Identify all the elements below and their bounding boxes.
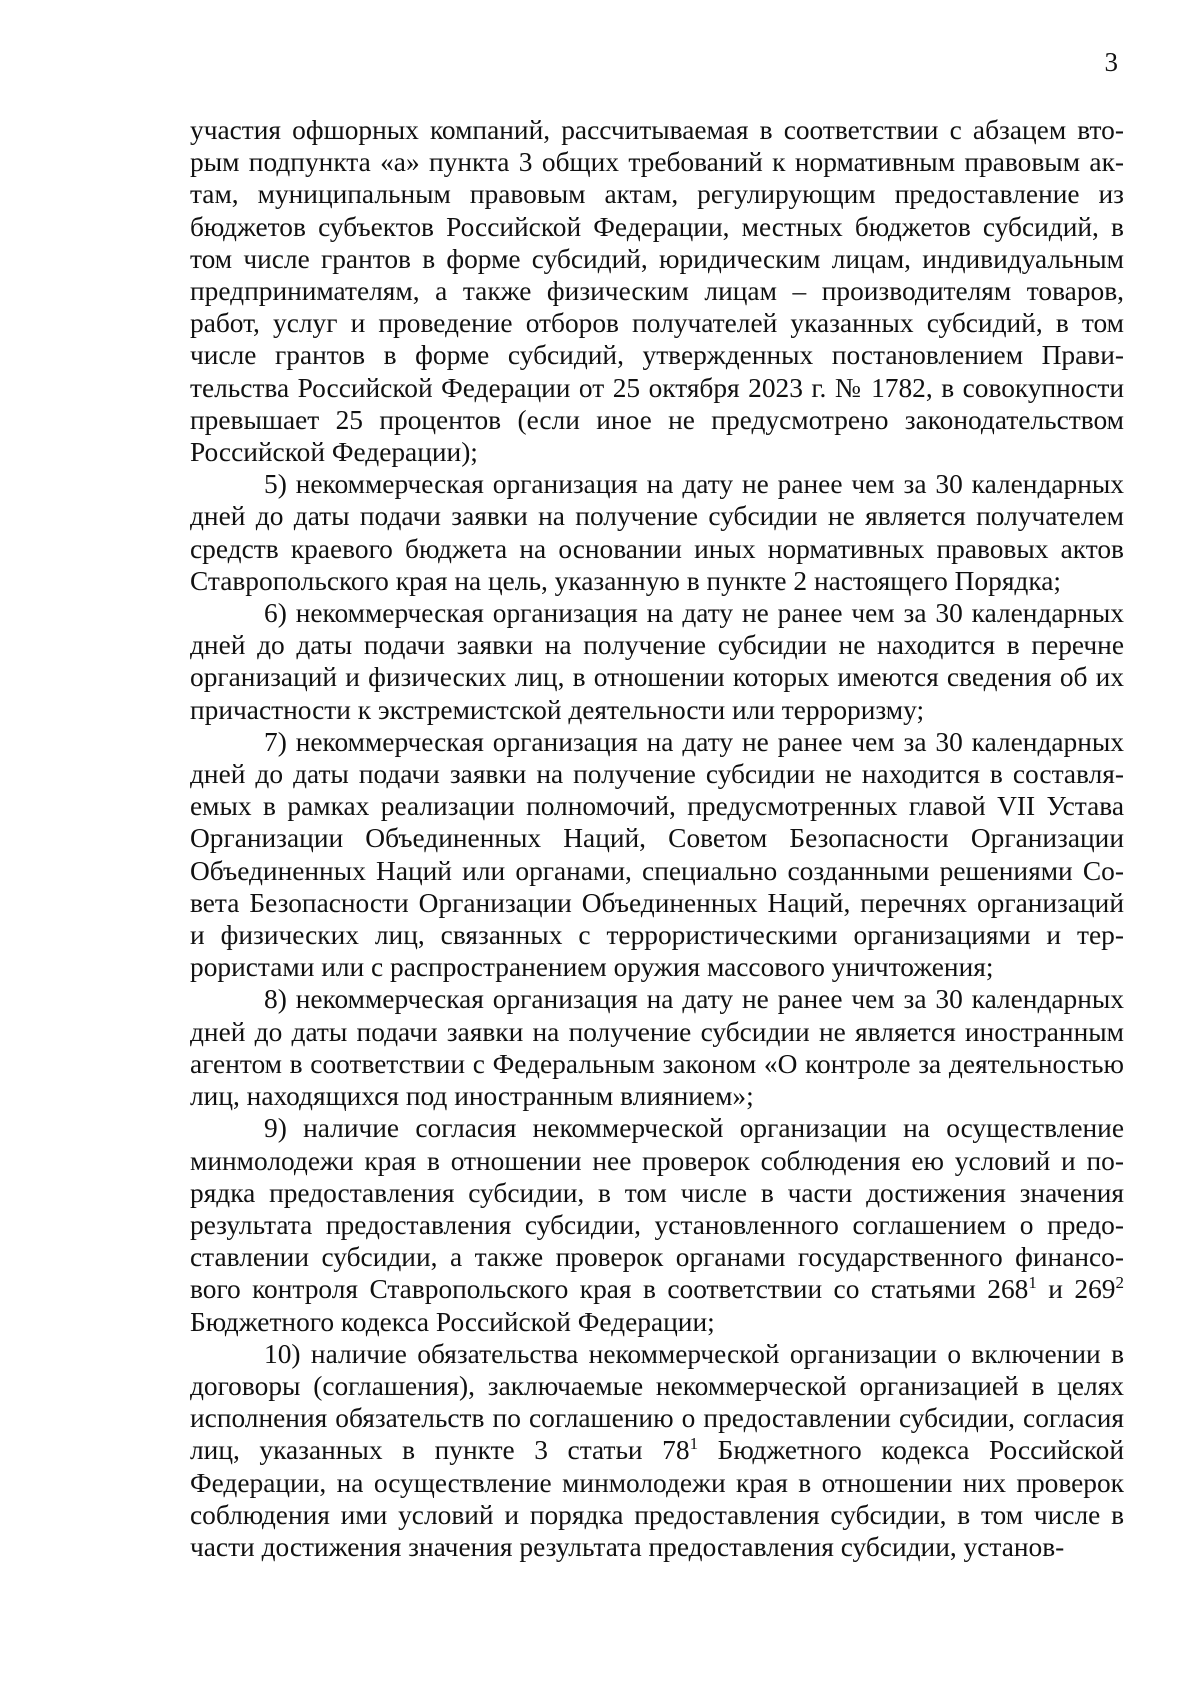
paragraph-continuation: участия офшорных компаний, рассчитываемая в соответствии с абзацем вторым подпункта «а» пункта 3 общих требований к нормативным правовым актам, муниципальным правовым актам, регулирующим предоставление из бюджетов субъектов Российской Федерации, местных бюджетов субсидий, в том числе грантов в форме субсидий, юридическим лицам, индивидуальным предпринимателям, а также физическим лицам – производителям товаров, работ, услуг и проведение отборов получателей указанных субсидий, в том числе грантов в форме субсидий, утвержденных постановлением Правительства Российской Федерации от 25 октября 2023 г. № 1782, в совокупности превышает 25 процентов (если иное не предусмотрено законодательством Российской Федерации); [190, 115, 1124, 468]
superscript-268-1: 1 [1028, 1273, 1037, 1293]
paragraph-item-9-text-a: 9) наличие согласия некоммерческой организации на осуществление минмолодежи края в отношении нее проверок соблюдения ею условий и порядка предоставления субсидии, в том числе в части достижения значения результата предоставления субсидии, установленного соглашением о предоставлении субсидии, а также проверок органами государственного финансового контроля Ставропольского края в соответствии со статьями 268 [190, 1113, 1124, 1305]
superscript-269-2: 2 [1115, 1273, 1124, 1293]
paragraph-item-9 [190, 1112, 1124, 1337]
superscript-78-1: 1 [689, 1434, 699, 1454]
paragraph-item-9-text-c: Бюджетного кодекса Российской Федерации; [190, 1306, 715, 1337]
paragraph-item-10 [190, 1338, 1124, 1563]
page-number: 3 [1104, 47, 1118, 77]
paragraph-item-5: 5) некоммерческая организация на дату не ранее чем за 30 календарных дней до даты подачи заявки на получение субсидии не является получателем средств краевого бюджета на основании иных нормативных правовых актов Ставропольского края на цель, указанную в пункте 2 настоящего Порядка; [190, 469, 1124, 596]
paragraph-item-10-text-a: 10) наличие обязательства некоммерческой организации о включении в договоры (соглашения), заключаемые некоммерческой организацией в целях исполнения обязательств по соглашению о предоставлении субсидии, согласия лиц, указанных в пункте 3 статьи 78 [190, 1338, 1124, 1466]
paragraph-item-6: 6) некоммерческая организация на дату не ранее чем за 30 календарных дней до даты подачи заявки на получение субсидии не находится в перечне организаций и физических лиц, в отношении которых имеются сведения об их причастности к экстремистской деятельности или терроризму; [190, 598, 1124, 725]
paragraph-item-10-text-b: Бюджетного кодекса Российской Федерации, на осуществление минмолодежи края в отношении них проверок соблюдения ими условий и порядка предоставления субсидии, в том числе в части достижения значения результата предоставления субсидии, установ- [190, 1435, 1124, 1562]
paragraph-item-8: 8) некоммерческая организация на дату не ранее чем за 30 календарных дней до даты подачи заявки на получение субсидии не является иностранным агентом в соответствии с Федеральным законом «О контроле за деятельностью лиц, находящихся под иностранным влиянием»; [190, 984, 1124, 1112]
paragraph-item-9-text-b: и 269 [1036, 1274, 1116, 1305]
document-body [190, 114, 1124, 1563]
paragraph-item-7: 7) некоммерческая организация на дату не ранее чем за 30 календарных дней до даты подачи заявки на получение субсидии не находится в составляемых в рамках реализации полномочий, предусмотренных главой VII Устава Организации Объединенных Наций, Советом Безопасности Организации Объединенных Наций или органами, специально созданными решениями Совета Безопасности Организации Объединенных Наций, перечнях организаций и физических лиц, связанных с террористическими организациями и террористами или с распространением оружия массового уничтожения; [190, 726, 1124, 983]
